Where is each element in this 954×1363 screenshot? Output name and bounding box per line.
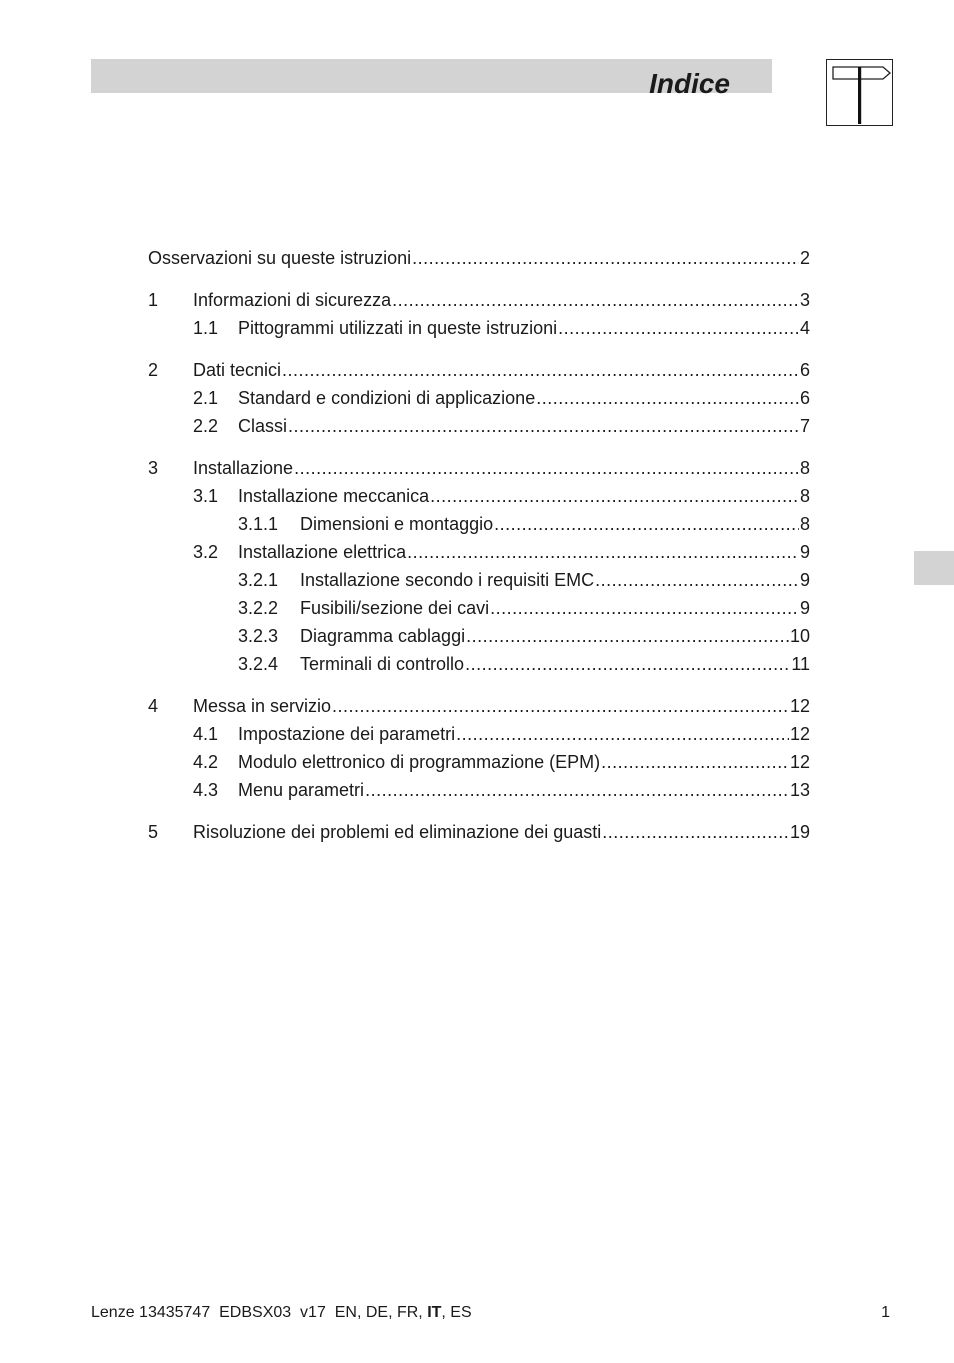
toc-dot-leader	[294, 454, 799, 482]
footer-prefix: Lenze 13435747 EDBSX03 v17 EN, DE, FR,	[91, 1304, 428, 1321]
toc-entry-page: 7	[799, 416, 810, 436]
toc-entry-number: 3.1	[193, 486, 219, 506]
toc-dot-leader	[595, 566, 799, 594]
toc-entry-number: 3.2.1	[238, 570, 279, 590]
toc-entry-page: 2	[799, 248, 810, 268]
toc-entry-page: 9	[799, 570, 810, 590]
toc-entry-title: Pittogrammi utilizzati in queste istruzioni	[238, 318, 558, 338]
toc-entry-number: 4.2	[193, 752, 219, 772]
page-title: Indice	[649, 68, 730, 99]
toc-dot-leader	[412, 244, 799, 272]
toc-dot-leader	[490, 594, 799, 622]
toc-entry[interactable]	[148, 748, 810, 776]
toc-entry-number: 3.2.2	[238, 598, 279, 618]
toc-entry-number: 3.1.1	[238, 514, 279, 534]
toc-entry[interactable]	[148, 482, 810, 510]
toc-dot-leader	[466, 622, 789, 650]
toc-entry-page: 8	[799, 458, 810, 478]
table-of-contents	[148, 244, 810, 846]
toc-entry[interactable]	[148, 818, 810, 846]
footer-document-info	[91, 1304, 472, 1322]
toc-entry-page: 8	[799, 486, 810, 506]
footer-suffix: , ES	[441, 1304, 472, 1321]
toc-entry-page: 9	[799, 542, 810, 562]
toc-entry-page: 9	[799, 598, 810, 618]
toc-entry[interactable]	[148, 384, 810, 412]
toc-entry-number: 3.2.4	[238, 654, 279, 674]
toc-entry-page: 12	[789, 752, 810, 772]
toc-entry-page: 8	[799, 514, 810, 534]
signpost-icon	[827, 60, 892, 125]
toc-entry-title: Risoluzione dei problemi ed eliminazione dei guasti	[193, 822, 602, 842]
toc-entry-page: 10	[789, 626, 810, 646]
toc-dot-leader	[288, 412, 799, 440]
toc-entry-page: 3	[799, 290, 810, 310]
toc-dot-leader	[536, 384, 799, 412]
toc-dot-leader	[465, 650, 790, 678]
toc-entry[interactable]	[148, 314, 810, 342]
toc-entry[interactable]	[148, 412, 810, 440]
toc-entry-title: Fusibili/sezione dei cavi	[300, 598, 490, 618]
toc-entry-number: 3.2.3	[238, 626, 279, 646]
toc-entry-page: 6	[799, 360, 810, 380]
toc-entry-page: 12	[789, 724, 810, 744]
toc-entry-title: Terminali di controllo	[300, 654, 465, 674]
toc-entry-number: 4	[148, 696, 159, 716]
toc-entry[interactable]	[148, 510, 810, 538]
toc-entry-title: Installazione secondo i requisiti EMC	[300, 570, 595, 590]
toc-dot-leader	[282, 356, 799, 384]
toc-entry[interactable]	[148, 650, 810, 678]
toc-entry-page: 19	[789, 822, 810, 842]
toc-entry-number: 3.2	[193, 542, 219, 562]
toc-entry[interactable]	[148, 538, 810, 566]
toc-entry-page: 13	[789, 780, 810, 800]
toc-entry-number: 1.1	[193, 318, 219, 338]
toc-entry-title: Impostazione dei parametri	[238, 724, 456, 744]
toc-dot-leader	[601, 748, 789, 776]
toc-entry-number: 2.1	[193, 388, 219, 408]
toc-entry-title: Messa in servizio	[193, 696, 332, 716]
toc-entry-title: Installazione	[193, 458, 294, 478]
toc-entry[interactable]	[148, 454, 810, 482]
toc-entry-title: Osservazioni su queste istruzioni	[148, 248, 412, 268]
toc-entry[interactable]	[148, 594, 810, 622]
signpost-icon-box	[826, 59, 893, 126]
toc-dot-leader	[430, 482, 799, 510]
toc-entry[interactable]	[148, 692, 810, 720]
toc-dot-leader	[332, 692, 789, 720]
toc-entry-title: Modulo elettronico di programmazione (EPM)	[238, 752, 601, 772]
toc-entry-title: Installazione elettrica	[238, 542, 407, 562]
toc-entry[interactable]	[148, 244, 810, 272]
toc-entry-page: 11	[791, 654, 810, 674]
toc-entry-number: 2.2	[193, 416, 219, 436]
toc-dot-leader	[407, 538, 799, 566]
toc-entry-number: 3	[148, 458, 159, 478]
toc-dot-leader	[365, 776, 789, 804]
toc-entry[interactable]	[148, 566, 810, 594]
toc-entry[interactable]	[148, 356, 810, 384]
toc-dot-leader	[558, 314, 799, 342]
toc-entry-title: Standard e condizioni di applicazione	[238, 388, 536, 408]
toc-entry-title: Menu parametri	[238, 780, 365, 800]
toc-entry[interactable]	[148, 776, 810, 804]
footer-current-language: IT	[427, 1304, 442, 1321]
language-tab-marker	[914, 551, 954, 585]
toc-entry-number: 1	[148, 290, 159, 310]
toc-dot-leader	[602, 818, 789, 846]
toc-entry-title: Diagramma cablaggi	[300, 626, 466, 646]
footer-page-number: 1	[881, 1304, 890, 1321]
toc-entry-title: Installazione meccanica	[238, 486, 430, 506]
toc-entry-title: Dati tecnici	[193, 360, 282, 380]
toc-entry-title: Classi	[238, 416, 288, 436]
toc-entry-number: 5	[148, 822, 159, 842]
toc-dot-leader	[392, 286, 799, 314]
toc-entry-number: 2	[148, 360, 159, 380]
toc-entry-page: 4	[799, 318, 810, 338]
toc-entry-number: 4.1	[193, 724, 219, 744]
toc-entry-number: 4.3	[193, 780, 219, 800]
toc-dot-leader	[494, 510, 799, 538]
toc-dot-leader	[456, 720, 789, 748]
toc-entry-page: 6	[799, 388, 810, 408]
toc-entry-title: Informazioni di sicurezza	[193, 290, 392, 310]
toc-entry[interactable]	[148, 286, 810, 314]
toc-entry-page: 12	[789, 696, 810, 716]
toc-entry-title: Dimensioni e montaggio	[300, 514, 494, 534]
toc-entry[interactable]	[148, 720, 810, 748]
toc-entry[interactable]	[148, 622, 810, 650]
